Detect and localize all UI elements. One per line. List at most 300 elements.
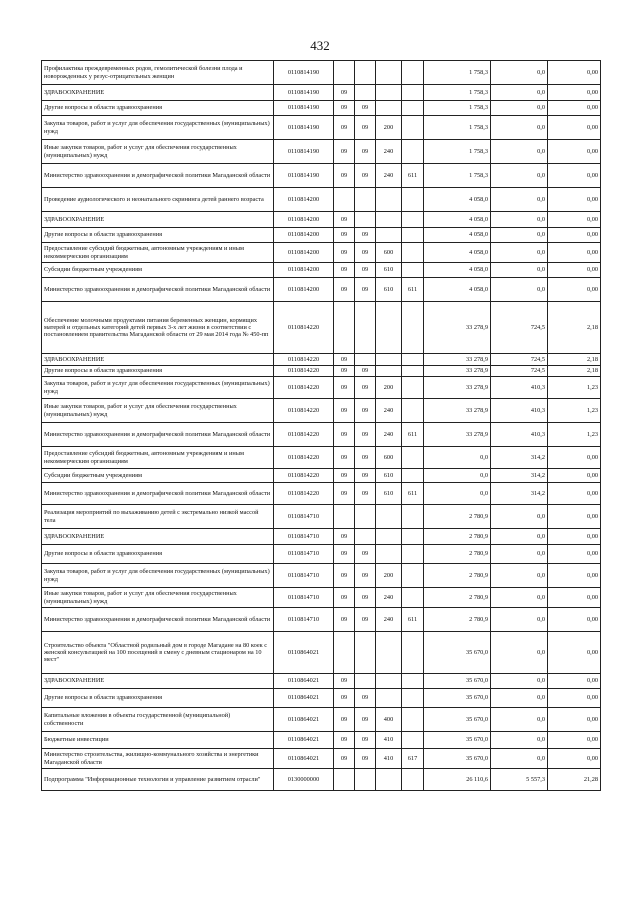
table-row	[42, 564, 601, 588]
execution-percent: 0,00	[548, 228, 601, 243]
table-row	[42, 377, 601, 399]
section-code: 09	[334, 85, 355, 101]
administrator-code	[402, 708, 424, 732]
target-article-code: 0110864021	[274, 689, 334, 708]
row-name: Предоставление субсидий бюджетным, автономным учреждениям и иным некоммерческим организациям	[42, 243, 274, 263]
table-row	[42, 588, 601, 608]
expense-type-code: 410	[376, 749, 402, 769]
execution-percent: 1,23	[548, 423, 601, 447]
execution-percent: 0,00	[548, 545, 601, 564]
section-code	[334, 61, 355, 85]
administrator-code	[402, 632, 424, 674]
executed-amount: 0,0	[491, 749, 548, 769]
execution-percent: 0,00	[548, 564, 601, 588]
executed-amount: 410,3	[491, 377, 548, 399]
table-row	[42, 732, 601, 749]
section-code: 09	[334, 529, 355, 545]
table-row	[42, 399, 601, 423]
planned-amount: 1 758,3	[424, 140, 491, 164]
planned-amount: 33 278,9	[424, 354, 491, 366]
section-code: 09	[334, 140, 355, 164]
administrator-code: 611	[402, 164, 424, 188]
executed-amount: 314,2	[491, 447, 548, 469]
execution-percent: 0,00	[548, 749, 601, 769]
expense-type-code: 600	[376, 243, 402, 263]
subsection-code: 09	[355, 689, 376, 708]
subsection-code: 09	[355, 164, 376, 188]
execution-percent: 0,00	[548, 674, 601, 689]
administrator-code	[402, 61, 424, 85]
table-row	[42, 608, 601, 632]
expense-type-code: 610	[376, 469, 402, 483]
executed-amount: 0,0	[491, 674, 548, 689]
executed-amount: 0,0	[491, 529, 548, 545]
expense-type-code	[376, 674, 402, 689]
section-code: 09	[334, 689, 355, 708]
table-row	[42, 447, 601, 469]
page-number: 432	[310, 38, 330, 53]
execution-percent: 0,00	[548, 85, 601, 101]
row-name: Другие вопросы в области здравоохранения	[42, 366, 274, 377]
administrator-code	[402, 469, 424, 483]
table-row	[42, 263, 601, 278]
target-article-code: 0110814190	[274, 164, 334, 188]
row-name: Проведение аудиологического и неонатального скрининга детей раннего возраста	[42, 188, 274, 212]
table-row	[42, 469, 601, 483]
target-article-code: 0110814200	[274, 278, 334, 302]
row-name: Закупка товаров, работ и услуг для обеспечения государственных (муниципальных) нужд	[42, 377, 274, 399]
table-row	[42, 228, 601, 243]
planned-amount: 2 780,9	[424, 505, 491, 529]
subsection-code: 09	[355, 483, 376, 505]
row-name: Иные закупки товаров, работ и услуг для обеспечения государственных (муниципальных) нужд	[42, 140, 274, 164]
planned-amount: 0,0	[424, 483, 491, 505]
target-article-code: 0110864021	[274, 749, 334, 769]
expense-type-code	[376, 188, 402, 212]
planned-amount: 1 758,3	[424, 61, 491, 85]
subsection-code: 09	[355, 243, 376, 263]
section-code: 09	[334, 483, 355, 505]
executed-amount: 0,0	[491, 116, 548, 140]
table-body	[42, 61, 601, 791]
administrator-code	[402, 354, 424, 366]
target-article-code: 0110814190	[274, 85, 334, 101]
target-article-code: 0110814710	[274, 608, 334, 632]
planned-amount: 1 758,3	[424, 101, 491, 116]
administrator-code	[402, 674, 424, 689]
administrator-code	[402, 228, 424, 243]
section-code: 09	[334, 708, 355, 732]
administrator-code	[402, 101, 424, 116]
expense-type-code	[376, 505, 402, 529]
planned-amount: 33 278,9	[424, 423, 491, 447]
section-code: 09	[334, 469, 355, 483]
section-code	[334, 769, 355, 791]
subsection-code: 09	[355, 140, 376, 164]
row-name: Реализация мероприятий по выхаживанию детей с экстремально низкой массой тела	[42, 505, 274, 529]
planned-amount: 35 670,0	[424, 708, 491, 732]
section-code: 09	[334, 399, 355, 423]
expense-type-code: 400	[376, 708, 402, 732]
table-row	[42, 529, 601, 545]
executed-amount: 0,0	[491, 140, 548, 164]
expense-type-code	[376, 61, 402, 85]
planned-amount: 1 758,3	[424, 85, 491, 101]
section-code: 09	[334, 545, 355, 564]
executed-amount: 0,0	[491, 545, 548, 564]
planned-amount: 0,0	[424, 469, 491, 483]
row-name: Закупка товаров, работ и услуг для обеспечения государственных (муниципальных) нужд	[42, 564, 274, 588]
target-article-code: 0110814200	[274, 263, 334, 278]
table-row	[42, 366, 601, 377]
table-row	[42, 116, 601, 140]
target-article-code: 0110864021	[274, 708, 334, 732]
executed-amount: 0,0	[491, 212, 548, 228]
expense-type-code	[376, 101, 402, 116]
administrator-code: 611	[402, 423, 424, 447]
expense-type-code: 240	[376, 164, 402, 188]
section-code	[334, 188, 355, 212]
section-code: 09	[334, 732, 355, 749]
administrator-code: 611	[402, 608, 424, 632]
administrator-code	[402, 302, 424, 354]
subsection-code: 09	[355, 708, 376, 732]
target-article-code: 0110814200	[274, 188, 334, 212]
expense-type-code	[376, 689, 402, 708]
row-name: Другие вопросы в области здравоохранения	[42, 689, 274, 708]
execution-percent: 0,00	[548, 188, 601, 212]
execution-percent: 0,00	[548, 708, 601, 732]
table-row	[42, 101, 601, 116]
administrator-code	[402, 564, 424, 588]
planned-amount: 2 780,9	[424, 608, 491, 632]
section-code	[334, 505, 355, 529]
executed-amount: 0,0	[491, 689, 548, 708]
section-code: 09	[334, 447, 355, 469]
planned-amount: 35 670,0	[424, 674, 491, 689]
row-name: Обеспечение молочными продуктами питания беременных женщин, кормящих матерей и отдельных категорий детей первых 3-х лет жизни в соответствии с постановлением правительства Магаданской области от 29 мая 2014 года № 450-пп	[42, 302, 274, 354]
executed-amount: 0,0	[491, 61, 548, 85]
planned-amount: 2 780,9	[424, 564, 491, 588]
table-row	[42, 278, 601, 302]
row-name: ЗДРАВООХРАНЕНИЕ	[42, 354, 274, 366]
execution-percent: 0,00	[548, 101, 601, 116]
target-article-code: 0110814220	[274, 483, 334, 505]
row-name: Закупка товаров, работ и услуг для обеспечения государственных (муниципальных) нужд	[42, 116, 274, 140]
administrator-code	[402, 545, 424, 564]
row-name: ЗДРАВООХРАНЕНИЕ	[42, 85, 274, 101]
executed-amount: 0,0	[491, 228, 548, 243]
planned-amount: 4 058,0	[424, 188, 491, 212]
section-code	[334, 302, 355, 354]
table-row	[42, 632, 601, 674]
executed-amount: 410,3	[491, 423, 548, 447]
table-row	[42, 140, 601, 164]
expense-type-code	[376, 85, 402, 101]
planned-amount: 33 278,9	[424, 377, 491, 399]
section-code: 09	[334, 423, 355, 447]
executed-amount: 0,0	[491, 188, 548, 212]
planned-amount: 26 110,6	[424, 769, 491, 791]
row-name: Министерство здравоохранения и демографической политики Магаданской области	[42, 164, 274, 188]
subsection-code: 09	[355, 749, 376, 769]
planned-amount: 4 058,0	[424, 243, 491, 263]
row-name: ЗДРАВООХРАНЕНИЕ	[42, 529, 274, 545]
execution-percent: 0,00	[548, 732, 601, 749]
target-article-code: 0110814200	[274, 212, 334, 228]
administrator-code	[402, 116, 424, 140]
section-code: 09	[334, 263, 355, 278]
subsection-code	[355, 769, 376, 791]
subsection-code: 09	[355, 101, 376, 116]
row-name: Бюджетные инвестиции	[42, 732, 274, 749]
section-code	[334, 632, 355, 674]
planned-amount: 33 278,9	[424, 399, 491, 423]
row-name: Строительство объекта "Областной родильный дом в городе Магадане на 80 коек с женской консультацией на 100 посещений в смену с дневным стационаром на 10 мест"	[42, 632, 274, 674]
section-code: 09	[334, 366, 355, 377]
table-row	[42, 188, 601, 212]
row-name: Другие вопросы в области здравоохранения	[42, 101, 274, 116]
table-row	[42, 61, 601, 85]
executed-amount: 0,0	[491, 243, 548, 263]
row-name: Субсидии бюджетным учреждениям	[42, 263, 274, 278]
expense-type-code: 240	[376, 399, 402, 423]
subsection-code: 09	[355, 228, 376, 243]
execution-percent: 0,00	[548, 505, 601, 529]
row-name: Подпрограмма "Информационные технологии и управление развитием отрасли"	[42, 769, 274, 791]
target-article-code: 0110814190	[274, 140, 334, 164]
administrator-code: 611	[402, 278, 424, 302]
execution-percent: 0,00	[548, 608, 601, 632]
section-code: 09	[334, 674, 355, 689]
execution-percent: 2,18	[548, 354, 601, 366]
executed-amount: 0,0	[491, 505, 548, 529]
subsection-code: 09	[355, 263, 376, 278]
target-article-code: 0110814220	[274, 366, 334, 377]
target-article-code: 0110864021	[274, 674, 334, 689]
section-code: 09	[334, 164, 355, 188]
expense-type-code	[376, 545, 402, 564]
row-name: Другие вопросы в области здравоохранения	[42, 545, 274, 564]
target-article-code: 0110814190	[274, 61, 334, 85]
subsection-code	[355, 188, 376, 212]
target-article-code: 0110864021	[274, 732, 334, 749]
execution-percent: 0,00	[548, 483, 601, 505]
execution-percent: 0,00	[548, 140, 601, 164]
table-row	[42, 769, 601, 791]
administrator-code	[402, 188, 424, 212]
subsection-code	[355, 632, 376, 674]
planned-amount: 2 780,9	[424, 529, 491, 545]
subsection-code: 09	[355, 377, 376, 399]
table-row	[42, 85, 601, 101]
administrator-code	[402, 529, 424, 545]
expense-type-code	[376, 354, 402, 366]
subsection-code: 09	[355, 608, 376, 632]
execution-percent: 0,00	[548, 469, 601, 483]
executed-amount: 724,5	[491, 366, 548, 377]
execution-percent: 0,00	[548, 61, 601, 85]
section-code: 09	[334, 608, 355, 632]
expense-type-code	[376, 769, 402, 791]
administrator-code	[402, 505, 424, 529]
planned-amount: 35 670,0	[424, 632, 491, 674]
row-name: Иные закупки товаров, работ и услуг для обеспечения государственных (муниципальных) нужд	[42, 399, 274, 423]
expense-type-code: 240	[376, 588, 402, 608]
administrator-code: 617	[402, 749, 424, 769]
target-article-code: 0110814190	[274, 116, 334, 140]
execution-percent: 0,00	[548, 212, 601, 228]
expense-type-code: 240	[376, 608, 402, 632]
planned-amount: 4 058,0	[424, 228, 491, 243]
table-row	[42, 423, 601, 447]
row-name: Министерство здравоохранения и демографической политики Магаданской области	[42, 483, 274, 505]
target-article-code: 0110814220	[274, 447, 334, 469]
row-name: Министерство здравоохранения и демографической политики Магаданской области	[42, 608, 274, 632]
row-name: ЗДРАВООХРАНЕНИЕ	[42, 212, 274, 228]
row-name: Министерство здравоохранения и демографической политики Магаданской области	[42, 423, 274, 447]
execution-percent: 0,00	[548, 588, 601, 608]
subsection-code	[355, 212, 376, 228]
execution-percent: 0,00	[548, 447, 601, 469]
target-article-code: 0110814220	[274, 354, 334, 366]
section-code: 09	[334, 354, 355, 366]
target-article-code: 0110814190	[274, 101, 334, 116]
administrator-code	[402, 399, 424, 423]
planned-amount: 4 058,0	[424, 212, 491, 228]
execution-percent: 0,00	[548, 632, 601, 674]
section-code: 09	[334, 278, 355, 302]
subsection-code: 09	[355, 278, 376, 302]
table-row	[42, 545, 601, 564]
target-article-code: 0110814220	[274, 302, 334, 354]
administrator-code	[402, 689, 424, 708]
expense-type-code: 610	[376, 263, 402, 278]
expense-type-code	[376, 366, 402, 377]
target-article-code: 0110814200	[274, 228, 334, 243]
target-article-code: 0110814710	[274, 529, 334, 545]
target-article-code: 0110814710	[274, 545, 334, 564]
execution-percent: 0,00	[548, 164, 601, 188]
executed-amount: 0,0	[491, 632, 548, 674]
planned-amount: 35 670,0	[424, 689, 491, 708]
table-row	[42, 243, 601, 263]
subsection-code	[355, 61, 376, 85]
row-name: Капитальные вложения в объекты государственной (муниципальной) собственности	[42, 708, 274, 732]
target-article-code: 0110814220	[274, 423, 334, 447]
execution-percent: 2,18	[548, 302, 601, 354]
planned-amount: 2 780,9	[424, 545, 491, 564]
executed-amount: 314,2	[491, 483, 548, 505]
subsection-code	[355, 85, 376, 101]
expense-type-code	[376, 228, 402, 243]
planned-amount: 33 278,9	[424, 366, 491, 377]
planned-amount: 4 058,0	[424, 278, 491, 302]
planned-amount: 35 670,0	[424, 732, 491, 749]
target-article-code: 0130000000	[274, 769, 334, 791]
administrator-code	[402, 212, 424, 228]
subsection-code: 09	[355, 423, 376, 447]
table-row	[42, 505, 601, 529]
execution-percent: 0,00	[548, 116, 601, 140]
row-name: ЗДРАВООХРАНЕНИЕ	[42, 674, 274, 689]
executed-amount: 5 557,3	[491, 769, 548, 791]
row-name: Субсидии бюджетным учреждениям	[42, 469, 274, 483]
executed-amount: 724,5	[491, 354, 548, 366]
subsection-code: 09	[355, 564, 376, 588]
subsection-code: 09	[355, 116, 376, 140]
table-row	[42, 674, 601, 689]
row-name: Другие вопросы в области здравоохранения	[42, 228, 274, 243]
row-name: Министерство строительства, жилищно-коммунального хозяйства и энергетики Магаданской области	[42, 749, 274, 769]
table-row	[42, 483, 601, 505]
subsection-code	[355, 302, 376, 354]
execution-percent: 0,00	[548, 689, 601, 708]
subsection-code	[355, 505, 376, 529]
subsection-code: 09	[355, 545, 376, 564]
expense-type-code: 200	[376, 116, 402, 140]
expense-type-code: 200	[376, 564, 402, 588]
administrator-code	[402, 769, 424, 791]
execution-percent: 0,00	[548, 529, 601, 545]
executed-amount: 0,0	[491, 564, 548, 588]
target-article-code: 0110814220	[274, 399, 334, 423]
subsection-code: 09	[355, 469, 376, 483]
section-code: 09	[334, 101, 355, 116]
execution-percent: 1,23	[548, 399, 601, 423]
executed-amount: 0,0	[491, 278, 548, 302]
expense-type-code: 600	[376, 447, 402, 469]
administrator-code	[402, 447, 424, 469]
subsection-code	[355, 354, 376, 366]
table-row	[42, 302, 601, 354]
planned-amount: 2 780,9	[424, 588, 491, 608]
expense-type-code: 240	[376, 140, 402, 164]
table-row	[42, 164, 601, 188]
administrator-code	[402, 366, 424, 377]
table-row	[42, 354, 601, 366]
planned-amount: 4 058,0	[424, 263, 491, 278]
target-article-code: 0110814200	[274, 243, 334, 263]
administrator-code	[402, 588, 424, 608]
executed-amount: 0,0	[491, 608, 548, 632]
executed-amount: 0,0	[491, 164, 548, 188]
row-name: Министерство здравоохранения и демографической политики Магаданской области	[42, 278, 274, 302]
target-article-code: 0110814220	[274, 377, 334, 399]
target-article-code: 0110814710	[274, 564, 334, 588]
planned-amount: 1 758,3	[424, 116, 491, 140]
target-article-code: 0110814710	[274, 505, 334, 529]
section-code: 09	[334, 228, 355, 243]
administrator-code	[402, 243, 424, 263]
executed-amount: 314,2	[491, 469, 548, 483]
section-code: 09	[334, 116, 355, 140]
target-article-code: 0110864021	[274, 632, 334, 674]
executed-amount: 0,0	[491, 85, 548, 101]
expense-type-code	[376, 302, 402, 354]
execution-percent: 0,00	[548, 243, 601, 263]
execution-percent: 1,23	[548, 377, 601, 399]
row-name: Иные закупки товаров, работ и услуг для обеспечения государственных (муниципальных) нужд	[42, 588, 274, 608]
table-row	[42, 708, 601, 732]
section-code: 09	[334, 243, 355, 263]
section-code: 09	[334, 377, 355, 399]
row-name: Предоставление субсидий бюджетным, автономным учреждениям и иным некоммерческим организациям	[42, 447, 274, 469]
planned-amount: 0,0	[424, 447, 491, 469]
planned-amount: 1 758,3	[424, 164, 491, 188]
budget-table	[41, 60, 601, 791]
table-row	[42, 749, 601, 769]
